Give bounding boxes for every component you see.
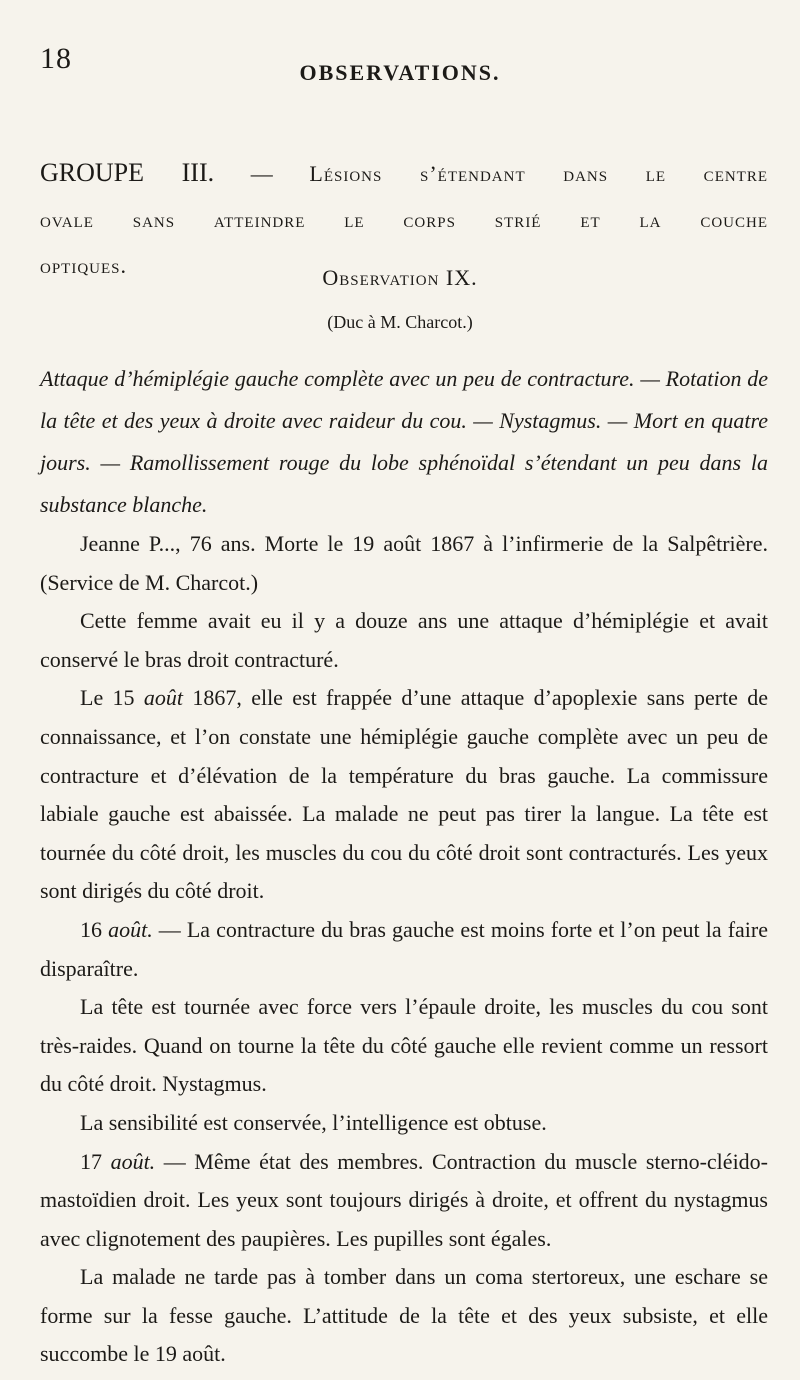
paragraph-1: Jeanne P..., 76 ans. Morte le 19 août 1867 à l’infirmerie de la Salpêtrière. (Service de M. Charcot.) [40,531,768,595]
running-title: OBSERVATIONS. [299,60,501,85]
observation-title: Observation IX. [322,265,478,290]
paragraph-8: La malade ne tarde pas à tomber dans un coma stertoreux, une eschare se forme sur la fesse gauche. L’attitude de la tête et des yeux subsiste, et elle succombe le 19 août. [40,1264,768,1367]
group-dash: — [250,161,273,186]
paragraph-2: Cette femme avait eu il y a douze ans une attaque d’hémiplégie et avait conservé le bras droit contracturé. [40,608,768,672]
case-summary: Attaque d’hémiplégie gauche complète avec un peu de contracture. — Rotation de la tête et des yeux à droite avec raideur du cou. — Nystagmus. — Mort en quatre jours. — Ramollissement rouge du lobe sphénoïdal s’étendant un peu dans la substance blanche. [40,366,768,517]
paragraph-3-prefix: Le 15 [80,685,135,711]
paragraph-3-text: 1867, elle est frappée d’une attaque d’apoplexie sans perte de connaissance, et l’on constate une hémiplégie gauche complète avec un peu de contracture et d’élévation de la température du bras gauche. La commissure labiale gauche est abaissée. La malade ne peut pas tirer la langue. La tête est tournée du côté droit, les muscles du cou du côté droit sont contracturés. Les yeux sont dirigés du côté droit. [40,685,769,904]
group-title-line-3: optiques. [40,253,128,278]
page-header [0,42,800,92]
page-number: 18 [40,42,72,75]
paragraph-5: La tête est tournée avec force vers l’épaule droite, les muscles du cou sont très-raides. Quand on tourne la tête du côté gauche elle revient comme un ressort du côté droit. Nystagmus. [40,994,768,1097]
paragraph-4-text: — La contracture du bras gauche est moins forte et l’on peut la faire disparaître. [40,916,768,981]
paragraph-3 [40,679,768,911]
paragraph-4-prefix: 16 [80,916,102,942]
group-title-line-1: Lésions s’étendant dans le centre [309,161,769,186]
paragraph-7-prefix: 17 [80,1148,102,1174]
observation-source: (Duc à M. Charcot.) [327,312,473,332]
paragraph-7 [40,1143,768,1259]
paragraph-7-date: août. [110,1148,156,1174]
group-heading-line-1 [40,150,768,197]
paragraph-3-date: août [143,685,184,711]
group-title-line-2: ovale sans atteindre le corps strié et la couche [40,207,768,232]
case-body [40,525,768,1374]
paragraph-4 [40,911,768,988]
paragraph-4-date: août. [108,916,153,942]
group-label: GROUPE III. [40,158,215,187]
paragraph-6: La sensibilité est conservée, l’intelligence est obtuse. [80,1109,547,1135]
paragraph-7-text: — Même état des membres. Contraction du muscle sterno-cléido-mastoïdien droit. Les yeux sont toujours dirigés à droite, et offrent du nystagmus avec clignotement des paupières. Les pupilles sont égales. [40,1148,769,1251]
